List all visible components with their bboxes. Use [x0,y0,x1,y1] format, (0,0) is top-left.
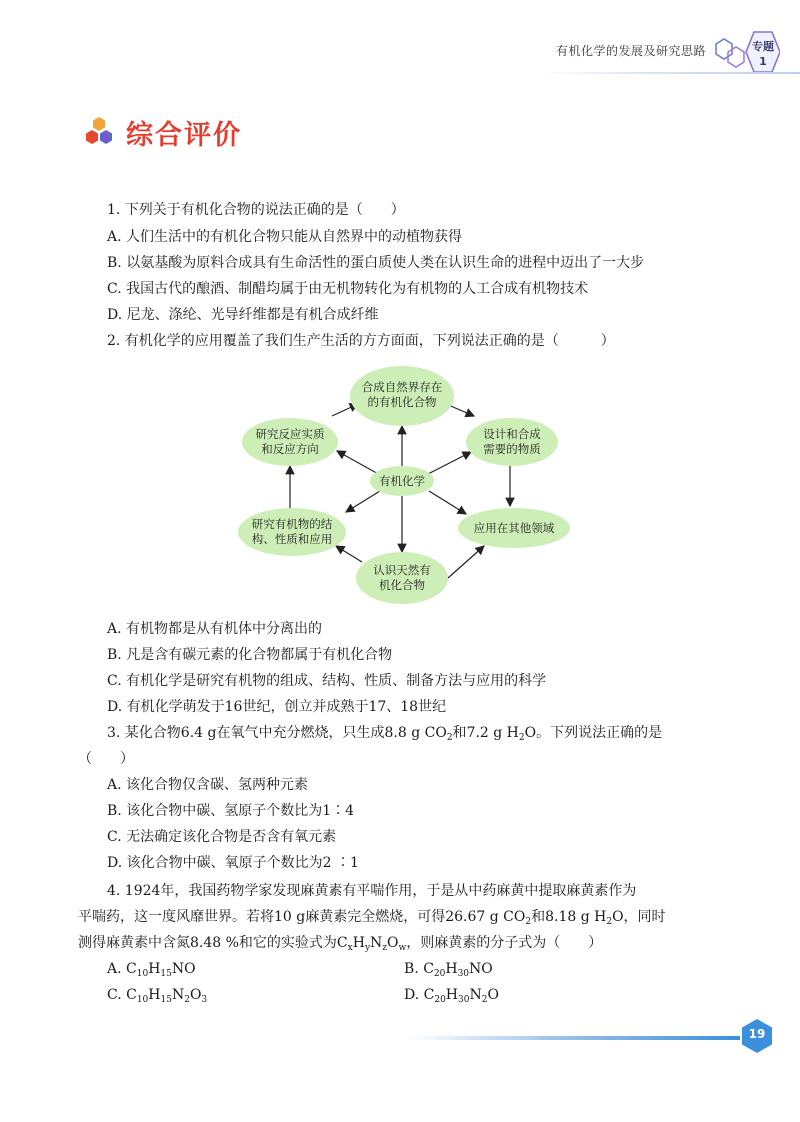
q4-stem-line1: 4. 1924年，我国药物学家发现麻黄素有平喘作用，于是从中药麻黄中提取麻黄素作为 [107,883,637,899]
diagram-node-center [370,466,434,496]
section-hexagons-icon [84,116,114,146]
chapter-badge-label: 专题 [752,40,774,53]
diagram-node-lower-right [458,508,570,548]
section-title: 综合评价 [126,120,242,151]
q1-option-a: A. 人们生活中的有机化合物只能从自然界中的动植物获得 [107,229,463,245]
q2-option-a: A. 有机物都是从有机体中分离出的 [107,621,323,637]
q2-stem: 2. 有机化学的应用覆盖了我们生产生活的方方面面，下列说法正确的是（ ） [107,333,615,349]
diagram-node-upper-left [242,418,338,466]
edge-center-upper-right [428,452,471,474]
edge-bottom-to-lower-right [448,546,484,578]
node-lower-left-line2: 构、性质和应用 [251,532,333,546]
footer-divider [410,1036,740,1040]
node-lower-right-label: 应用在其他领域 [473,521,555,535]
q4-stem-line2: 平喘药，这一度风靡世界。若将10 g麻黄素完全燃烧，可得26.67 g $CO_2$和8.18 g $H_2O$，同时 [78,909,666,927]
page-number: 19 [748,1027,766,1041]
q3-option-b: B. 该化合物中碳、氢原子个数比为1∶4 [107,803,355,819]
edge-center-lower-left [346,491,380,512]
node-top-line2: 的有机化合物 [367,395,437,409]
diagram-node-bottom [356,552,448,604]
q2-option-c: C. 有机化学是研究有机物的组成、结构、性质、制备方法与应用的科学 [107,673,547,689]
q2-option-b: B. 凡是含有碳元素的化合物都属于有机化合物 [107,647,393,663]
chapter-title: 有机化学的发展及研究思路 [556,44,707,58]
diagram-node-top [350,366,454,426]
diagram-node-upper-right [466,418,558,466]
organic-chemistry-diagram [236,364,576,604]
node-lower-left-line1: 研究有机物的结 [251,517,333,531]
chapter-badge-number: 1 [759,55,767,68]
node-upper-left-line1: 研究反应实质 [255,427,325,441]
q2-option-d: D. 有机化学萌发于16世纪，创立并成熟于17、18世纪 [107,699,447,715]
edge-bottom-to-lower-left [336,546,362,562]
q3-answer-blank: （ ） [78,751,134,767]
node-center-label: 有机化学 [379,474,425,488]
q4-option-b: B. $C_{20}H_{30}NO$ [404,961,493,979]
q3-option-a: A. 该化合物仅含碳、氢两种元素 [107,777,309,793]
node-upper-left-line2: 和反应方向 [261,442,319,456]
q1-stem: 1. 下列关于有机化合物的说法正确的是（ ） [107,202,405,218]
q4-stem-line3: 测得麻黄素中含氮8.48 %和它的实验式为$C_xH_yN_zO_w$，则麻黄素的分子式为（ ） [78,935,603,953]
q4-option-c: C. $C_{10}H_{15}N_2O_3$ [107,987,208,1005]
q3-option-d: D. 该化合物中碳、氧原子个数比为2 ∶1 [107,855,359,871]
q1-option-c: C. 我国古代的酿酒、制醋均属于由无机物转化为有机物的人工合成有机物技术 [107,281,589,297]
q1-option-b: B. 以氨基酸为原料合成具有生命活性的蛋白质使人类在认识生命的进程中迈出了一大步 [107,255,645,271]
edge-center-upper-left [337,451,382,476]
q3-option-c: C. 无法确定该化合物是否含有氧元素 [107,829,337,845]
diagram-node-lower-left [238,508,346,556]
q1-option-d: D. 尼龙、涤纶、光导纤维都是有机合成纤维 [107,307,379,323]
chapter-badge-icon [706,30,780,74]
header-divider [540,72,800,74]
node-top-line1: 合成自然界存在 [361,380,443,394]
node-bottom-line1: 认识天然有 [373,563,431,577]
q4-option-d: D. $C_{20}H_{30}N_2O$ [404,987,499,1005]
node-upper-right-line2: 需要的物质 [483,442,541,456]
q4-option-a: A. $C_{10}H_{15}NO$ [107,961,196,979]
node-bottom-line2: 机化合物 [379,578,425,592]
q3-stem: 3. 某化合物6.4 g在氧气中充分燃烧，只生成8.8 g $CO_2$和7.2 g $H_2O$。下列说法正确的是 [107,725,663,743]
node-upper-right-line1: 设计和合成 [483,427,541,441]
edge-center-lower-right [429,491,466,514]
